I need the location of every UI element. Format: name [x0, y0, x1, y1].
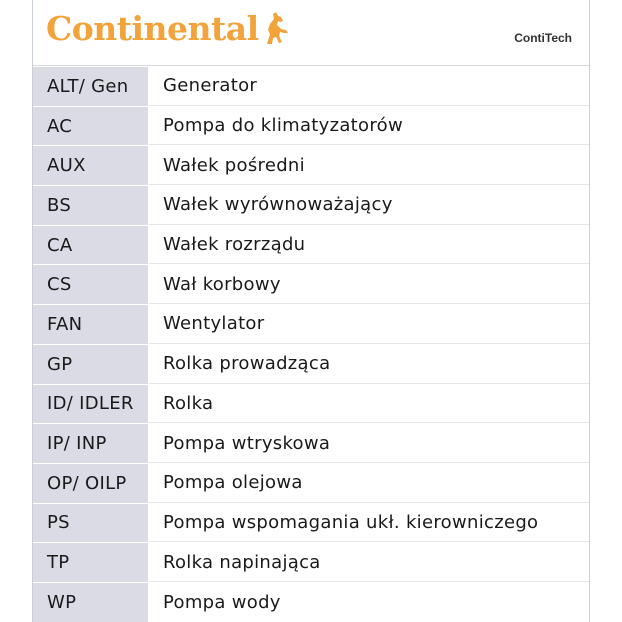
abbreviation-cell: WP — [33, 583, 148, 622]
table-row — [33, 265, 589, 305]
description-cell: Wał korbowy — [149, 265, 589, 304]
rearing-horse-icon — [261, 10, 291, 46]
description-cell: Pompa olejowa — [149, 464, 589, 503]
table-row — [33, 305, 589, 345]
description-cell: Pompa do klimatyzatorów — [149, 107, 589, 146]
description-cell: Rolka prowadząca — [149, 345, 589, 384]
table-row — [33, 67, 589, 107]
description-cell: Rolka — [149, 385, 589, 424]
logo-text: Continental — [46, 9, 259, 48]
abbreviation-cell: TP — [33, 543, 148, 582]
abbreviation-table — [33, 67, 589, 622]
abbreviation-cell: ALT/ Gen — [33, 67, 148, 106]
description-cell: Generator — [149, 67, 589, 106]
table-row — [33, 543, 589, 583]
abbreviation-cell: CS — [33, 265, 148, 304]
table-row — [33, 107, 589, 147]
description-cell: Wałek wyrównoważający — [149, 186, 589, 225]
table-row — [33, 385, 589, 425]
contitech-label: ContiTech — [514, 31, 572, 45]
abbreviation-cell: GP — [33, 345, 148, 384]
description-cell: Wałek pośredni — [149, 146, 589, 185]
abbreviation-cell: BS — [33, 186, 148, 225]
table-row — [33, 504, 589, 544]
abbreviation-cell: CA — [33, 226, 148, 265]
description-cell: Wentylator — [149, 305, 589, 344]
abbreviation-cell: OP/ OILP — [33, 464, 148, 503]
description-cell: Pompa wtryskowa — [149, 424, 589, 463]
continental-logo — [46, 8, 291, 50]
description-cell: Rolka napinająca — [149, 543, 589, 582]
table-row — [33, 226, 589, 266]
table-row — [33, 424, 589, 464]
table-row — [33, 583, 589, 622]
abbreviation-cell: PS — [33, 504, 148, 543]
abbreviation-cell: ID/ IDLER — [33, 385, 148, 424]
table-row — [33, 464, 589, 504]
table-row — [33, 345, 589, 385]
abbreviation-cell: AC — [33, 107, 148, 146]
description-cell: Wałek rozrządu — [149, 226, 589, 265]
abbreviation-cell: IP/ INP — [33, 424, 148, 463]
abbreviation-cell: FAN — [33, 305, 148, 344]
description-cell: Pompa wody — [149, 583, 589, 622]
description-cell: Pompa wspomagania ukł. kierowniczego — [149, 504, 589, 543]
table-row — [33, 146, 589, 186]
header — [33, 0, 589, 66]
abbreviation-cell: AUX — [33, 146, 148, 185]
table-row — [33, 186, 589, 226]
